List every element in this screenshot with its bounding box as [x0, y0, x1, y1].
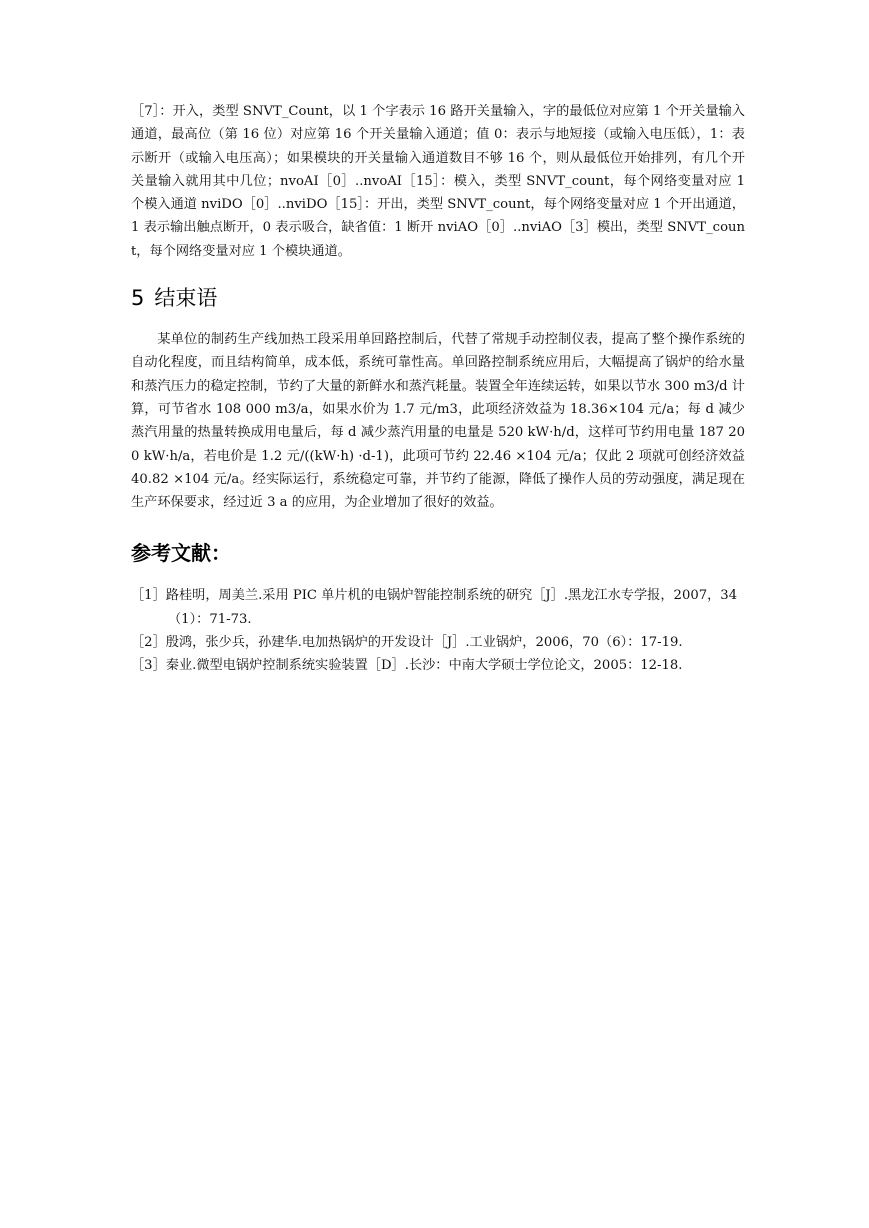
references-heading: 参考文献：: [131, 541, 231, 566]
references-list: [131, 584, 745, 677]
reference-text: 秦业.微型电锅炉控制系统实验装置［D］.长沙：中南大学硕士学位论文，2005：12-18.: [165, 658, 683, 674]
section-title: 结束语: [154, 286, 218, 311]
reference-number: ［1］: [131, 588, 166, 604]
section-heading-conclusion: [131, 283, 745, 313]
conclusion-paragraph: 某单位的制药生产线加热工段采用单回路控制后，代替了常规手动控制仪表，提高了整个操作系统的自动化程度，而且结构简单，成本低，系统可靠性高。单回路控制系统应用后，大幅提高了锅炉的给水量和蒸汽压力的稳定控制，节约了大量的新鲜水和蒸汽耗量。装置全年连续运转，如果以节水 300 m3/d 计算，可节省水 108 000 m3/a，如果水价为 1.7 元/m3，此项经济效益为 18.36×104 元/a；每 d 减少蒸汽用量的热量转换成用电量后，每 d 减少蒸汽用量的电量是 520 kW·h/d，这样可节约用电量 187 200 kW·h/a，若电价是 1.2 元/((kW·h) ·d-1)，此项可节约 22.46 ×104 元/a；仅此 2 项就可创经济效益 40.82 ×104 元/a。经实际运行，系统稳定可靠，并节约了能源，降低了操作人员的劳动强度，满足现在生产环保要求，经过近 3 a 的应用，为企业增加了很好的效益。: [131, 332, 745, 511]
reference-number: ［3］: [131, 658, 166, 674]
reference-item-3: [131, 654, 745, 677]
reference-text: 路桂明，周美兰.采用 PIC 单片机的电锅炉智能控制系统的研究［J］.黑龙江水专学报，2007，34（1）：71-73.: [165, 588, 738, 627]
reference-item-1: [131, 584, 745, 631]
reference-number: ［2］: [131, 635, 166, 651]
reference-text: 殷鸿，张少兵，孙建华.电加热锅炉的开发设计［J］.工业锅炉，2006，70（6）：17-19.: [165, 635, 683, 651]
body-paragraph-network-variables: ［7］：开入，类型 SNVT_Count，以 1 个字表示 16 路开关量输入，字的最低位对应第 1 个开关量输入通道，最高位（第 16 位）对应第 16 个开关量输入通道；值 0：表示与地短接（或输入电压低），1：表示断开（或输入电压高）；如果模块的开关量输入通道数目不够 16 个，则从最低位开始排列，有几个开 关量输入就用其中几位；nvoAI［0］..nvoAI［15］：模入，类型 SNVT_count，每个网络变量对应 1 个模入通道 nviDO［0］..nviDO［15］：开出，类型 SNVT_count，每个网络变量对应 1 个开出通道，1 表示输出触点断开，0 表示吸合，缺省值：1 断开 nviAO［0］..nviAO［3］模出，类型 SNVT_count，每个网络变量对应 1 个模块通道。: [131, 104, 745, 259]
section-number: 5: [131, 286, 145, 311]
page-content: [131, 100, 745, 678]
references-heading-wrap: [131, 538, 745, 568]
conclusion-heading-wrap: [131, 283, 745, 313]
reference-item-2: [131, 631, 745, 654]
